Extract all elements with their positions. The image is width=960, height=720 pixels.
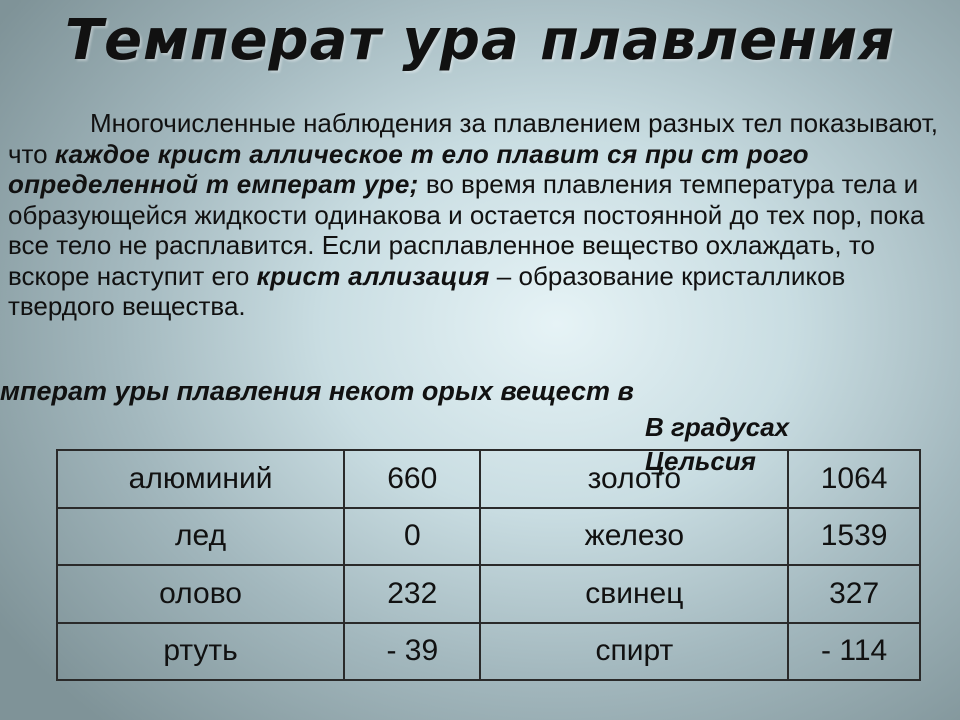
melting-points-table xyxy=(56,449,921,681)
substance-cell: ртуть xyxy=(57,623,344,681)
temperature-cell: 232 xyxy=(344,565,480,623)
substance-cell: олово xyxy=(57,565,344,623)
paragraph-emphasis-1: каждое крист аллическое т ело плавит ся при ст рого определенной т емперат уре; xyxy=(8,138,809,199)
table-caption-text: мперат уры плавления некот орых вещест в xyxy=(0,376,634,406)
substance-cell: лед xyxy=(57,508,344,566)
substance-cell: свинец xyxy=(480,565,788,623)
paragraph-text-3: – образование кристалликов твердого вещества. xyxy=(8,260,846,321)
paragraph-text-2: во время плавления температура тела и образующейся жидкости одинакова и остается постоянной до тех пор, пока все тело не расплавится. Если расплавленное вещество охлаждать, то вскоре наступит его xyxy=(8,169,925,291)
substance-cell: железо xyxy=(480,508,788,566)
table-row xyxy=(57,565,920,623)
intro-paragraph xyxy=(8,108,948,322)
page-title: Температ ура плавления xyxy=(64,8,896,73)
substance-cell: алюминий xyxy=(57,450,344,508)
paragraph-text-1: Многочисленные наблюдения за плавлением разных тел показывают, что xyxy=(8,108,938,169)
table-row xyxy=(57,623,920,681)
temperature-cell: 0 xyxy=(344,508,480,566)
unit-note: В градусах Цельсия xyxy=(645,412,790,476)
temperature-cell: 660 xyxy=(344,450,480,508)
substance-cell: золото xyxy=(480,450,788,508)
substance-cell: спирт xyxy=(480,623,788,681)
table-caption xyxy=(0,376,760,407)
temperature-cell: 327 xyxy=(788,565,920,623)
temperature-cell: 1539 xyxy=(788,508,920,566)
temperature-cell: - 39 xyxy=(344,623,480,681)
paragraph-emphasis-2: крист аллизация xyxy=(256,260,490,291)
temperature-cell: - 114 xyxy=(788,623,920,681)
table-row xyxy=(57,508,920,566)
temperature-cell: 1064 xyxy=(788,450,920,508)
